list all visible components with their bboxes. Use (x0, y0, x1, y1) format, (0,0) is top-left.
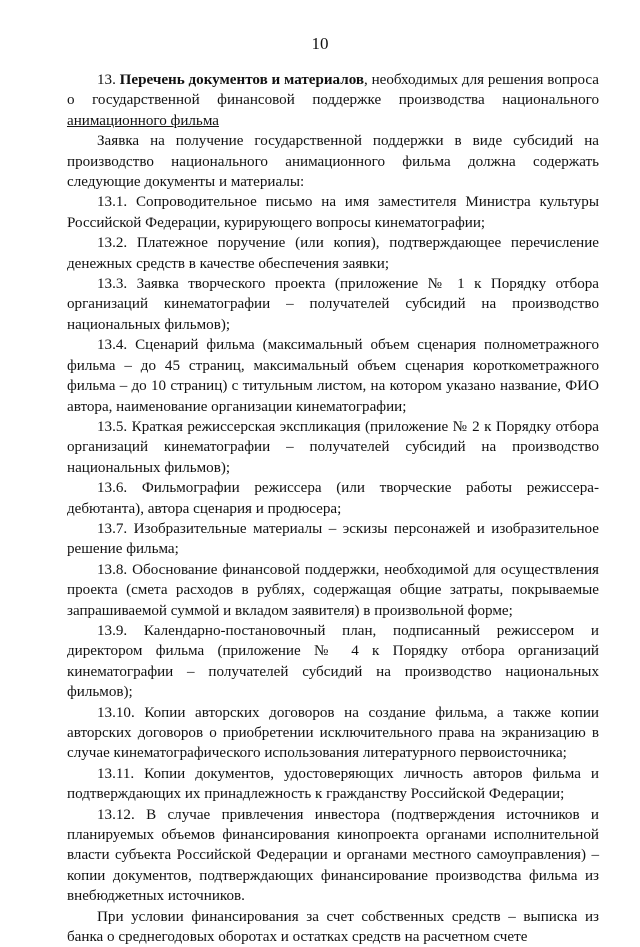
intro-paragraph: Заявка на получение государственной поддержки в виде субсидий на производство национального анимационного фильма должна содержать следующие документы и материалы: (67, 133, 599, 191)
list-item: 13.5. Краткая режиссерская экспликация (приложение № 2 к Порядку отбора организаций кинематографии – получателей субсидий на производство национальных фильмов); (67, 418, 599, 476)
list-item: 13.11. Копии документов, удостоверяющих личность авторов фильма и подтверждающих их принадлежность к гражданству Российской Федерации; (67, 765, 599, 803)
list-item: 13.2. Платежное поручение (или копия), подтверждающее перечисление денежных средств в качестве обеспечения заявки; (67, 235, 599, 272)
list-item: 13.1. Сопроводительное письмо на имя заместителя Министра культуры Российской Федерации, курирующего вопросы кинематографии; (67, 194, 599, 231)
list-item: 13.12. В случае привлечения инвестора (подтверждения источников и планируемых объемов финансирования кинопроекта органами исполнительной власти субъекта Российской Федерации и органами местного самоуправления) – копии документов, подтверждающих финансирование производства фильма из внебюджетных источников. (67, 806, 599, 905)
section-title-bold: Перечень документов и материалов (119, 72, 365, 88)
list-item: 13.9. Календарно-постановочный план, подписанный режиссером и директором фильма (приложение № 4 к Порядку отбора организаций кинематографии – получателей субсидий на производство национальных фильмов); (67, 622, 599, 701)
page-number: 10 (311, 34, 329, 53)
list-item: 13.10. Копии авторских договоров на создание фильма, а также копии авторских договоров о приобретении исключительного права на экранизацию в случае кинематографического использования литературного первоисточника; (67, 704, 599, 762)
list-item: 13.4. Сценарий фильма (максимальный объем сценария полнометражного фильма – до 45 страниц, максимальный объем сценария короткометражного фильма – до 10 страниц) с титульным листом, на котором указано название, ФИО автора, наименование организации кинематографии; (67, 337, 599, 415)
list-item: 13.3. Заявка творческого проекта (приложение № 1 к Порядку отбора организаций кинематографии – получателей субсидий на производство национальных фильмов); (67, 276, 599, 333)
list-item: 13.8. Обоснование финансовой поддержки, необходимой для осуществления проекта (смета расходов в рублях, содержащая общие затраты, покрываемые запрашиваемой суммой и вкладом заявителя) в произвольной форме; (67, 561, 599, 619)
section-title-rest: , необходимых для решения вопроса о государственной финансовой поддержке производства национального (67, 72, 599, 109)
document-list (67, 192, 599, 906)
section-number: 13. (97, 72, 116, 88)
list-item: 13.6. Фильмографии режиссера (или творческие работы режиссера-дебютанта), автора сценария и продюсера; (67, 480, 599, 517)
section-heading (67, 70, 599, 131)
section-title-underlined: анимационного фильма (67, 112, 219, 129)
document-body (67, 70, 599, 947)
closing-paragraph: При условии финансирования за счет собственных средств – выписка из банка о среднегодовых оборотах и остатках средств на расчетном счете (67, 908, 599, 946)
list-item: 13.7. Изобразительные материалы – эскизы персонажей и изобразительное решение фильма; (67, 520, 599, 558)
